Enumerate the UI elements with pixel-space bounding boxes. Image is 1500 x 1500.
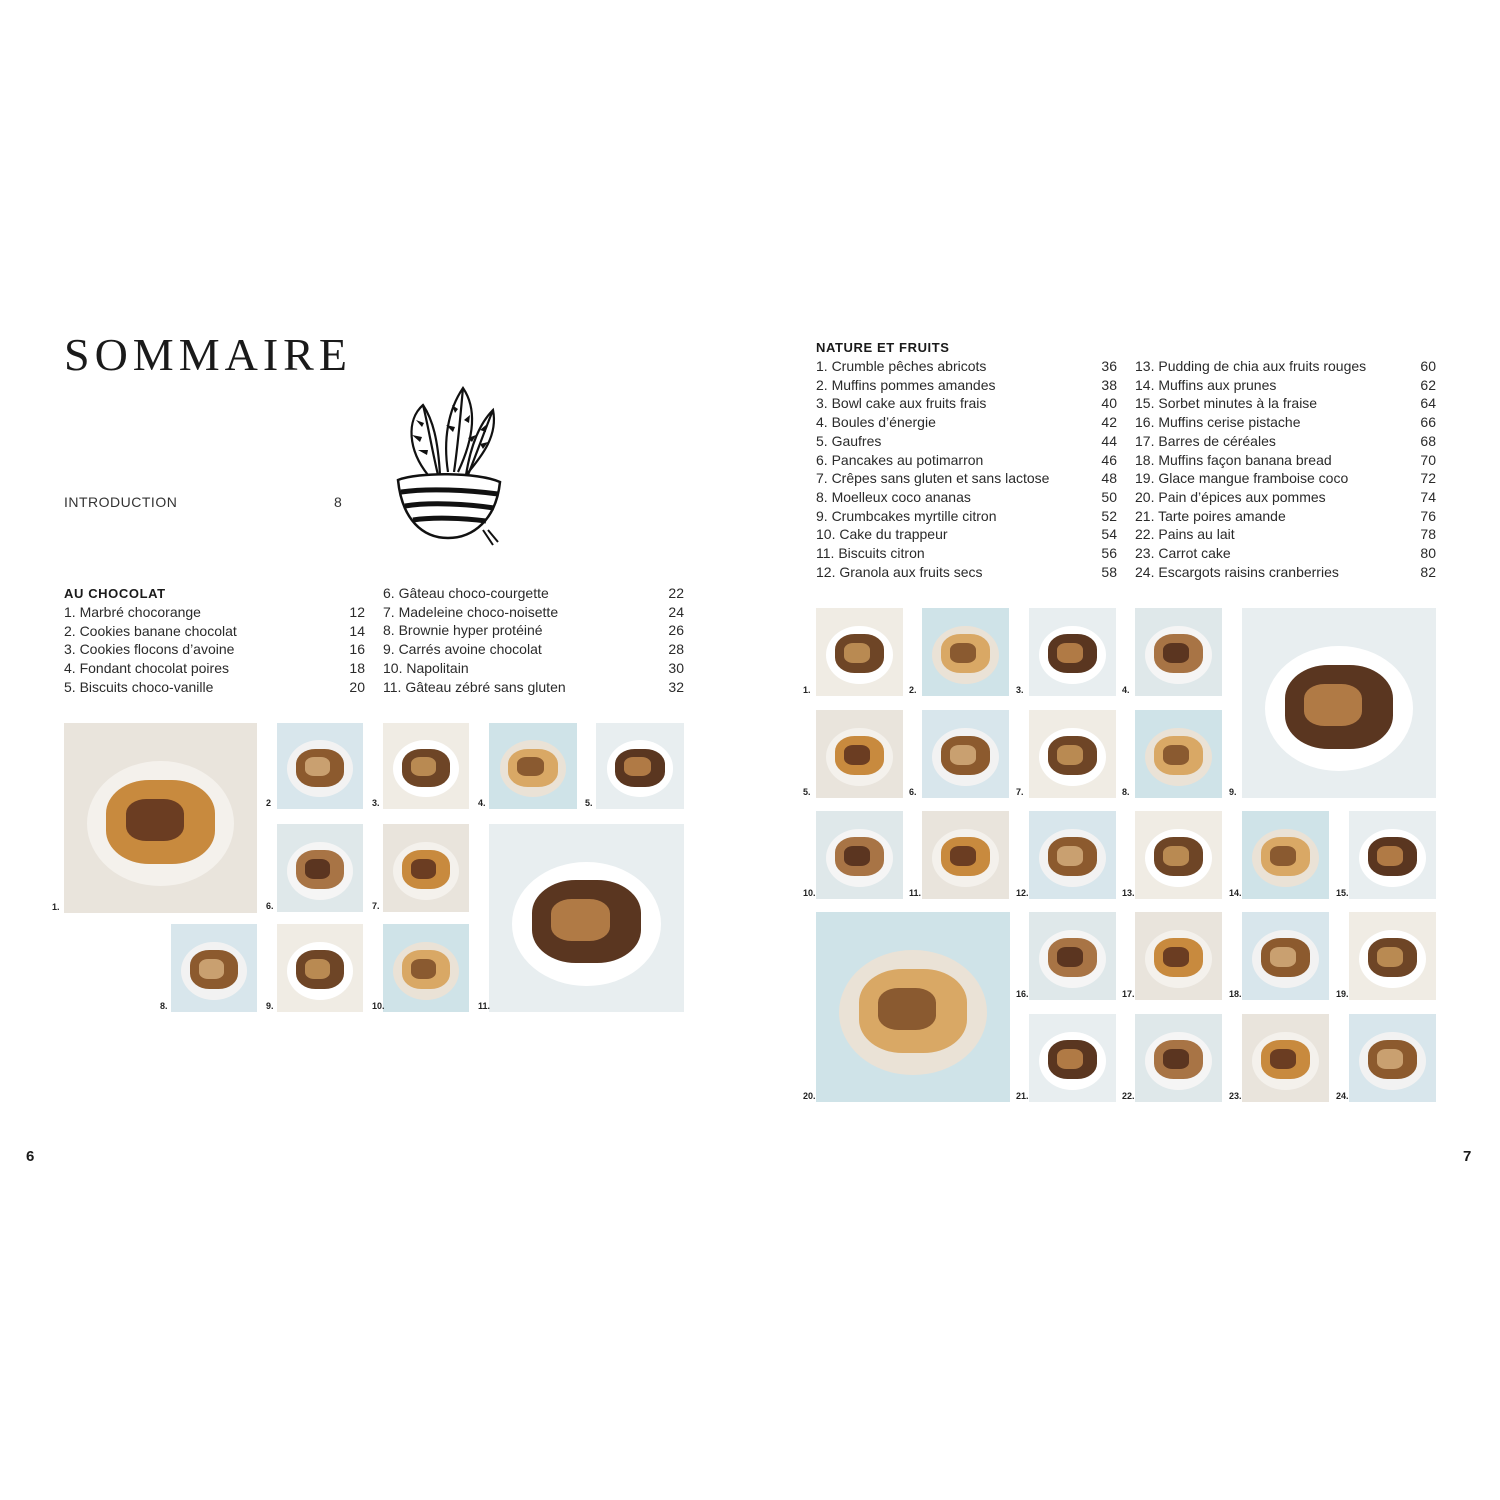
toc-entry-label: 22. Pains au lait — [1135, 526, 1235, 543]
toc-entry-label: 9. Carrés avoine chocolat — [383, 641, 542, 658]
food-detail — [1163, 846, 1189, 865]
toc-entry[interactable] — [383, 678, 684, 697]
photo-caption: 1. — [52, 902, 60, 912]
toc-entry[interactable] — [816, 394, 1117, 413]
toc-entry[interactable] — [816, 451, 1117, 470]
toc-entry-page: 32 — [668, 678, 684, 695]
toc-entry[interactable] — [1135, 469, 1436, 488]
food-detail — [1304, 684, 1362, 726]
photo-caption: 8. — [1122, 787, 1130, 797]
toc-entry-label: 19. Glace mangue framboise coco — [1135, 470, 1349, 487]
photo-caption: 22. — [1122, 1091, 1135, 1101]
food-detail — [305, 859, 331, 878]
photo-caption: 4. — [1122, 685, 1130, 695]
recipe-photo — [383, 723, 469, 809]
recipe-photo — [1135, 912, 1222, 1000]
toc-entry-page: 62 — [1420, 376, 1436, 393]
page-number-left: 6 — [26, 1148, 35, 1165]
food-detail — [1057, 643, 1083, 662]
recipe-photo — [489, 723, 577, 809]
toc-entry-page: 12 — [349, 604, 365, 620]
toc-entry-label: 17. Barres de céréales — [1135, 432, 1276, 449]
toc-entry-label: 4. Fondant chocolat poires — [64, 660, 229, 677]
toc-entry-label: 3. Cookies flocons d’avoine — [64, 641, 235, 658]
toc-entry-page: 30 — [668, 659, 684, 676]
toc-entry[interactable] — [1135, 413, 1436, 432]
food-detail — [1377, 947, 1403, 966]
toc-entry-label: 5. Biscuits choco-vanille — [64, 678, 214, 695]
food-detail — [1057, 745, 1083, 764]
toc-entry-page: 82 — [1420, 563, 1436, 580]
toc-entry-label: 15. Sorbet minutes à la fraise — [1135, 395, 1318, 412]
photo-caption: 11. — [909, 888, 922, 898]
recipe-photo — [1242, 912, 1329, 1000]
toc-entry[interactable] — [1135, 394, 1436, 413]
toc-entry-label: 4. Boules d’énergie — [816, 414, 936, 431]
recipe-photo — [922, 710, 1009, 798]
toc-entry-page: 42 — [1101, 414, 1117, 431]
recipe-photo — [383, 924, 469, 1012]
toc-entry-page: 60 — [1420, 358, 1436, 374]
photo-caption: 7. — [1016, 787, 1024, 797]
toc-entry[interactable] — [383, 621, 684, 640]
food-detail — [950, 745, 976, 764]
food-detail — [305, 959, 331, 978]
toc-entry-label: 8. Moelleux coco ananas — [816, 488, 971, 505]
photo-caption: 17. — [1122, 989, 1135, 999]
toc-entry[interactable] — [1135, 376, 1436, 395]
toc-entry[interactable] — [816, 432, 1117, 451]
section-heading-nature: NATURE ET FRUITS — [816, 340, 950, 355]
photo-caption: 10. — [803, 888, 816, 898]
toc-entry-page: 56 — [1101, 545, 1117, 561]
food-detail — [950, 643, 976, 662]
toc-entry-label: 12. Granola aux fruits secs — [816, 563, 983, 580]
food-detail — [1163, 745, 1189, 764]
toc-entry-page: 72 — [1420, 470, 1436, 487]
recipe-photo — [1135, 608, 1222, 696]
toc-entry[interactable] — [1135, 544, 1436, 563]
photo-caption: 19. — [1336, 989, 1349, 999]
food-detail — [1270, 846, 1296, 865]
toc-entry[interactable] — [816, 376, 1117, 395]
recipe-photo — [816, 811, 903, 899]
toc-entry-page: 18 — [349, 660, 365, 677]
toc-entry-page: 16 — [349, 641, 365, 658]
recipe-photo — [383, 824, 469, 912]
photo-caption: 20. — [803, 1091, 816, 1101]
toc-entry-page: 68 — [1420, 432, 1436, 449]
toc-entry[interactable] — [1135, 563, 1436, 582]
toc-entry-page: 64 — [1420, 395, 1436, 412]
toc-entry-page: 40 — [1101, 395, 1117, 412]
recipe-photo — [277, 824, 363, 912]
food-detail — [1270, 1049, 1296, 1068]
toc-entry-page: 74 — [1420, 488, 1436, 505]
recipe-photo — [922, 811, 1009, 899]
toc-entry-label: 24. Escargots raisins cranberries — [1135, 563, 1339, 580]
photo-caption: 9. — [1229, 787, 1237, 797]
toc-entry[interactable] — [816, 357, 1117, 376]
toc-entry[interactable] — [816, 525, 1117, 544]
photo-caption: 8. — [160, 1001, 168, 1011]
toc-entry-label: 9. Crumbcakes myrtille citron — [816, 507, 997, 524]
recipe-photo — [1029, 811, 1116, 899]
toc-entry-label: 10. Napolitain — [383, 659, 469, 676]
toc-entry-page: 24 — [668, 603, 684, 620]
toc-entry[interactable] — [64, 678, 365, 697]
toc-entry[interactable] — [816, 507, 1117, 526]
food-detail — [844, 643, 870, 662]
recipe-photo — [816, 912, 1010, 1102]
food-detail — [1270, 947, 1296, 966]
photo-caption: 15. — [1336, 888, 1349, 898]
toc-entry-label: 13. Pudding de chia aux fruits rouges — [1135, 358, 1367, 374]
recipe-photo — [489, 824, 684, 1012]
toc-entry[interactable] — [383, 659, 684, 678]
photo-caption: 6. — [909, 787, 917, 797]
recipe-photo — [1135, 710, 1222, 798]
toc-entry[interactable] — [383, 640, 684, 659]
recipe-photo — [171, 924, 257, 1012]
toc-entry-page: 46 — [1101, 451, 1117, 468]
photo-caption: 3. — [1016, 685, 1024, 695]
toc-entry-page: 36 — [1101, 358, 1117, 374]
toc-entry-page: 26 — [668, 622, 684, 639]
photo-caption: 11. — [478, 1001, 491, 1011]
recipe-photo — [816, 608, 903, 696]
toc-entry[interactable] — [1135, 507, 1436, 526]
food-detail — [199, 959, 225, 978]
recipe-photo — [277, 723, 363, 809]
toc-introduction-page: 8 — [334, 494, 343, 510]
food-detail — [950, 846, 976, 865]
food-detail — [1057, 846, 1083, 865]
toc-entry-label: 7. Crêpes sans gluten et sans lactose — [816, 470, 1050, 487]
toc-entry-page: 22 — [668, 585, 684, 601]
toc-entry-page: 66 — [1420, 414, 1436, 431]
toc-entry-label: 1. Marbré chocorange — [64, 604, 201, 620]
plant-bowl-icon — [388, 380, 508, 550]
recipe-photo — [1242, 811, 1329, 899]
food-detail — [624, 757, 650, 776]
toc-entry-page: 52 — [1101, 507, 1117, 524]
food-detail — [411, 859, 437, 878]
toc-introduction-label[interactable]: INTRODUCTION — [64, 494, 178, 510]
toc-entry[interactable] — [1135, 488, 1436, 507]
toc-entry-label: 8. Brownie hyper protéiné — [383, 622, 543, 639]
toc-entry-page: 80 — [1420, 545, 1436, 561]
toc-entry[interactable] — [816, 544, 1117, 563]
toc-entry-label: 18. Muffins façon banana bread — [1135, 451, 1332, 468]
food-detail — [1057, 1049, 1083, 1068]
toc-entry-page: 28 — [668, 641, 684, 658]
recipe-photo — [816, 710, 903, 798]
toc-entry-label: 11. Biscuits citron — [816, 545, 925, 561]
toc-entry-label: 11. Gâteau zébré sans gluten — [383, 678, 566, 695]
recipe-photo — [1349, 811, 1436, 899]
page-title: SOMMAIRE — [64, 329, 352, 380]
food-detail — [1163, 1049, 1189, 1068]
photo-caption: 1. — [803, 685, 811, 695]
photo-caption: 2 — [266, 798, 272, 808]
photo-caption: 6. — [266, 901, 274, 911]
toc-entry-page: 58 — [1101, 563, 1117, 580]
toc-entry-label: 10. Cake du trappeur — [816, 526, 948, 543]
toc-entry[interactable] — [64, 603, 365, 622]
food-detail — [1163, 947, 1189, 966]
photo-caption: 5. — [585, 798, 593, 808]
toc-entry-page: 78 — [1420, 526, 1436, 543]
toc-entry-label: 5. Gaufres — [816, 432, 882, 449]
food-detail — [517, 757, 543, 776]
food-detail — [1163, 643, 1189, 662]
food-detail — [305, 757, 331, 776]
recipe-photo — [1349, 912, 1436, 1000]
toc-entry-page: 54 — [1101, 526, 1117, 543]
recipe-photo — [1135, 1014, 1222, 1102]
food-detail — [1377, 846, 1403, 865]
toc-entry[interactable] — [64, 640, 365, 659]
toc-entry-label: 6. Gâteau choco-courgette — [383, 585, 549, 601]
recipe-photo — [64, 723, 257, 913]
recipe-photo — [596, 723, 684, 809]
food-detail — [411, 959, 437, 978]
photo-caption: 16. — [1016, 989, 1029, 999]
toc-entry-page: 44 — [1101, 432, 1117, 449]
toc-entry-label: 1. Crumble pêches abricots — [816, 358, 987, 374]
toc-entry[interactable] — [64, 659, 365, 678]
food-detail — [844, 745, 870, 764]
toc-entry[interactable] — [816, 469, 1117, 488]
toc-entry-label: 6. Pancakes au potimarron — [816, 451, 984, 468]
toc-entry-page: 70 — [1420, 451, 1436, 468]
toc-entry[interactable] — [383, 584, 684, 603]
toc-entry[interactable] — [1135, 525, 1436, 544]
photo-caption: 12. — [1016, 888, 1029, 898]
photo-caption: 2. — [909, 685, 917, 695]
photo-caption: 5. — [803, 787, 811, 797]
photo-caption: 3. — [372, 798, 380, 808]
toc-entry-label: 20. Pain d’épices aux pommes — [1135, 488, 1326, 505]
photo-caption: 7. — [372, 901, 380, 911]
toc-entry[interactable] — [1135, 451, 1436, 470]
toc-entry-page: 48 — [1101, 470, 1117, 487]
photo-caption: 24. — [1336, 1091, 1349, 1101]
recipe-photo — [1349, 1014, 1436, 1102]
toc-entry-label: 2. Cookies banane chocolat — [64, 622, 237, 639]
photo-caption: 9. — [266, 1001, 274, 1011]
photo-caption: 4. — [478, 798, 486, 808]
section-heading-chocolat: AU CHOCOLAT — [64, 586, 166, 601]
toc-entry-label: 14. Muffins aux prunes — [1135, 376, 1277, 393]
toc-entry[interactable] — [1135, 357, 1436, 376]
toc-entry-label: 3. Bowl cake aux fruits frais — [816, 395, 987, 412]
toc-entry[interactable] — [816, 413, 1117, 432]
toc-entry-label: 21. Tarte poires amande — [1135, 507, 1286, 524]
food-detail — [411, 757, 437, 776]
recipe-photo — [1029, 1014, 1116, 1102]
toc-entry[interactable] — [816, 563, 1117, 582]
food-detail — [844, 846, 870, 865]
toc-entry[interactable] — [64, 622, 365, 641]
recipe-photo — [1029, 912, 1116, 1000]
page-number-right: 7 — [1463, 1148, 1472, 1165]
toc-entry-page: 38 — [1101, 376, 1117, 393]
toc-entry-page: 76 — [1420, 507, 1436, 524]
photo-caption: 10. — [372, 1001, 385, 1011]
toc-entry-page: 50 — [1101, 488, 1117, 505]
photo-caption: 23. — [1229, 1091, 1242, 1101]
toc-entry-label: 7. Madeleine choco-noisette — [383, 603, 559, 620]
toc-entry[interactable] — [1135, 432, 1436, 451]
food-detail — [1377, 1049, 1403, 1068]
recipe-photo — [1029, 608, 1116, 696]
photo-caption: 18. — [1229, 989, 1242, 999]
recipe-photo — [1242, 1014, 1329, 1102]
photo-caption: 21. — [1016, 1091, 1029, 1101]
photo-caption: 13. — [1122, 888, 1135, 898]
photo-caption: 14. — [1229, 888, 1242, 898]
toc-entry-label: 2. Muffins pommes amandes — [816, 376, 996, 393]
food-detail — [1057, 947, 1083, 966]
toc-entry[interactable] — [816, 488, 1117, 507]
recipe-photo — [1242, 608, 1436, 798]
toc-entry[interactable] — [383, 603, 684, 622]
toc-entry-page: 20 — [349, 678, 365, 695]
toc-entry-label: 23. Carrot cake — [1135, 545, 1231, 561]
recipe-photo — [1135, 811, 1222, 899]
recipe-photo — [922, 608, 1009, 696]
recipe-photo — [277, 924, 363, 1012]
food-detail — [551, 899, 610, 940]
food-detail — [878, 988, 936, 1030]
food-detail — [126, 799, 184, 841]
recipe-photo — [1029, 710, 1116, 798]
toc-entry-label: 16. Muffins cerise pistache — [1135, 414, 1301, 431]
toc-entry-page: 14 — [349, 622, 365, 639]
